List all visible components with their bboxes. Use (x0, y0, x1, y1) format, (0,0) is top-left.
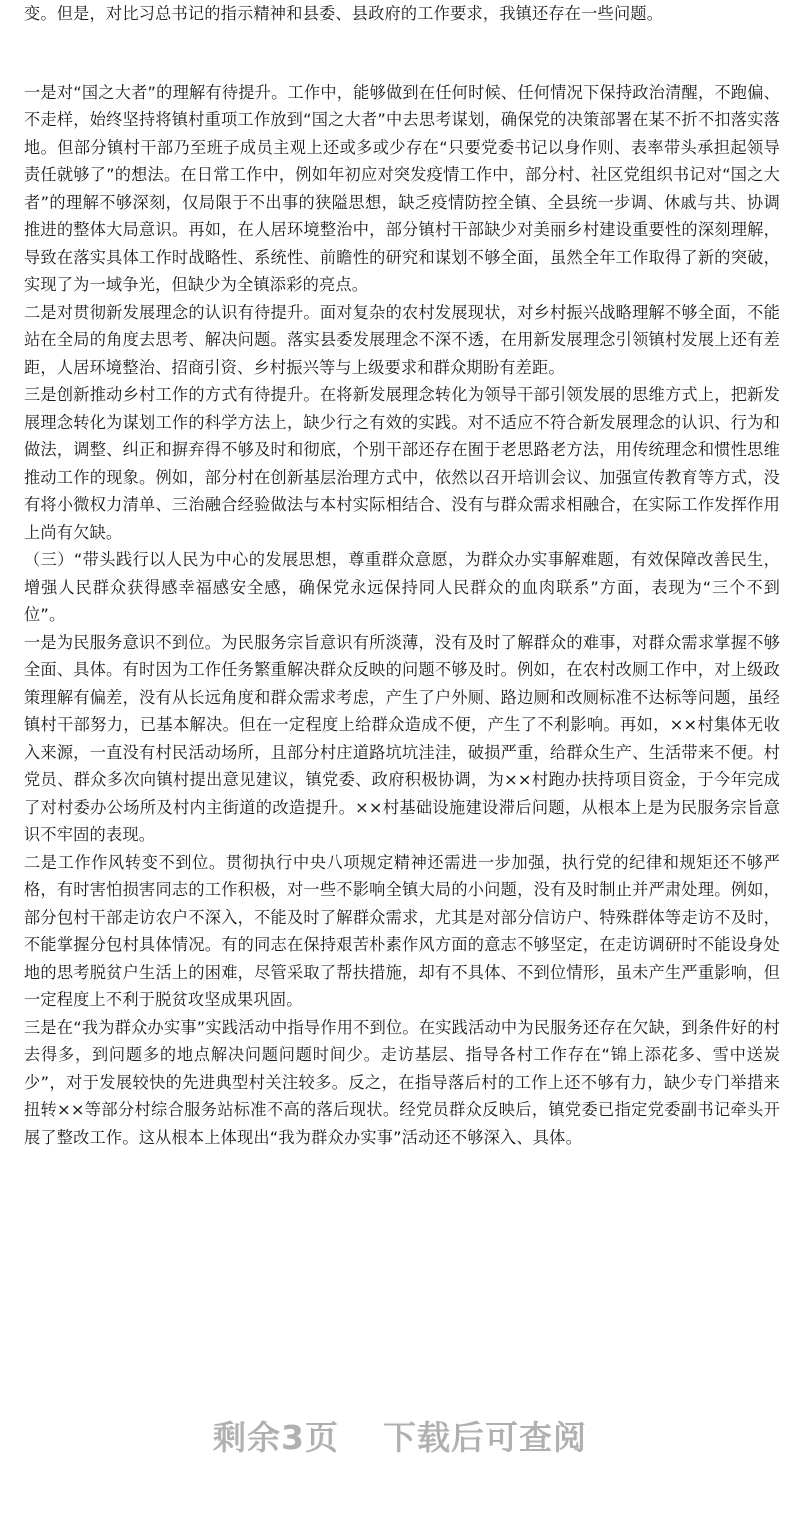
paragraph-guidance: 三是在“我为群众办实事”实践活动中指导作用不到位。在实践活动中为民服务还存在欠缺，到条件好的村去得多，到问题多的地点解决问题问题时间少。走访基层、指导各村工作存在“锦上添花多、雪中送炭少”，对于发展较快的先进典型村关注较多。反之，在指导落后村的工作上还不够有力，缺少专门举措来扭转××等部分村综合服务站标准不高的落后现状。经党员群众反映后，镇党委已指定党委副书记牵头开展了整改工作。这从根本上体现出“我为群众办实事”活动还不够深入、具体。 (24, 1017, 780, 1147)
download-to-view-label: 下载后可查阅 (382, 1418, 587, 1457)
document-body (24, 0, 780, 1151)
download-prompt[interactable] (0, 1408, 800, 1468)
paragraph-understanding: 一是对“国之大者”的理解有待提升。工作中，能够做到在任何时候、任何情况下保持政治清醒，不跑偏、不走样，始终坚持将镇村重项工作放到“国之大者”中去思考谋划，确保党的决策部署在某不折不扣落实落地。但部分镇村干部乃至班子成员主观上还或多或少存在“只要党委书记以身作则、表率带头承担起领导责任就够了”的想法。在日常工作中，例如年初应对突发疫情工作中，部分村、社区党组织书记对“国之大者”的理解不够深刻，仅局限于不出事的狭隘思想，缺乏疫情防控全镇、全县统一步调、休戚与共、协调推进的整体大局意识。再如，在人居环境整治中，部分镇村干部缺少对美丽乡村建设重要性的深刻理解，导致在落实具体工作时战略性、系统性、前瞻性的研究和谋划不够全面，虽然全年工作取得了新的突破，实现了为一域争光，但缺少为全镇添彩的亮点。 (24, 82, 780, 294)
section-heading-three: （三）“带头践行以人民为中心的发展思想，尊重群众意愿，为群众办实事解难题，有效保障改善民生，增强人民群众获得感幸福感安全感，确保党永远保持同人民群众的血肉联系”方面，表现为“三个不到位”。 (24, 550, 780, 624)
remaining-pages-label: 剩余3页 (213, 1418, 339, 1457)
paragraph-new-development: 二是对贯彻新发展理念的认识有待提升。面对复杂的农村发展现状，对乡村振兴战略理解不够全面，不能站在全局的角度去思考、解决问题。落实县委发展理念不深不透，在用新发展理念引领镇村发展上还有差距，人居环境整治、招商引资、乡村振兴等与上级要求和群众期盼有差距。 (24, 302, 780, 377)
paragraph-innovation: 三是创新推动乡村工作的方式有待提升。在将新发展理念转化为领导干部引领发展的思维方式上，把新发展理念转化为谋划工作的科学方法上，缺少行之有效的实践。对不适应不符合新发展理念的认识、行为和做法，调整、纠正和摒弃得不够及时和彻底，个别干部还存在囿于老思路老方法，用传统理念和惯性思维推动工作的现象。例如，部分村在创新基层治理方式中，依然以召开培训会议、加强宣传教育等方式，没有将小微权力清单、三治融合经验做法与本村实际相结合、没有与群众需求相融合，在实际工作发挥作用上尚有欠缺。 (24, 385, 780, 542)
paragraph-service-awareness: 一是为民服务意识不到位。为民服务宗旨意识有所淡薄，没有及时了解群众的难事，对群众需求掌握不够全面、具体。有时因为工作任务繁重解决群众反映的问题不够及时。例如，在农村改厕工作中，对上级政策理解有偏差，没有从长远角度和群众需求考虑，产生了户外厕、路边厕和改厕标准不达标等问题，虽经镇村干部努力，已基本解决。但在一定程度上给群众造成不便，产生了不利影响。再如，××村集体无收入来源，一直没有村民活动场所，且部分村庄道路坑坑洼洼，破损严重，给群众生产、生活带来不便。村党员、群众多次向镇村提出意见建议，镇党委、政府积极协调，为××村跑办扶持项目资金，于今年完成了对村委办公场所及村内主街道的改造提升。××村基础设施建设滞后问题，从根本上是为民服务宗旨意识不牢固的表现。 (24, 632, 780, 844)
top-fragment: 变。但是，对比习总书记的指示精神和县委、县政府的工作要求，我镇还存在一些问题。 (24, 4, 664, 23)
paragraph-gap (24, 28, 780, 79)
paragraph-work-style: 二是工作作风转变不到位。贯彻执行中央八项规定精神还需进一步加强，执行党的纪律和规矩还不够严格，有时害怕损害同志的工作积极，对一些不影响全镇大局的小问题，没有及时制止并严肃处理。例如，部分包村干部走访农户不深入，不能及时了解群众需求，尤其是对部分信访户、特殊群体等走访不及时，不能掌握分包村具体情况。有的同志在保持艰苦朴素作风方面的意志不够坚定，在走访调研时不能设身处地的思考脱贫户生活上的困难，尽管采取了帮扶措施，却有不具体、不到位情形，虽未产生严重影响，但一定程度上不利于脱贫攻坚成果巩固。 (24, 852, 780, 1009)
